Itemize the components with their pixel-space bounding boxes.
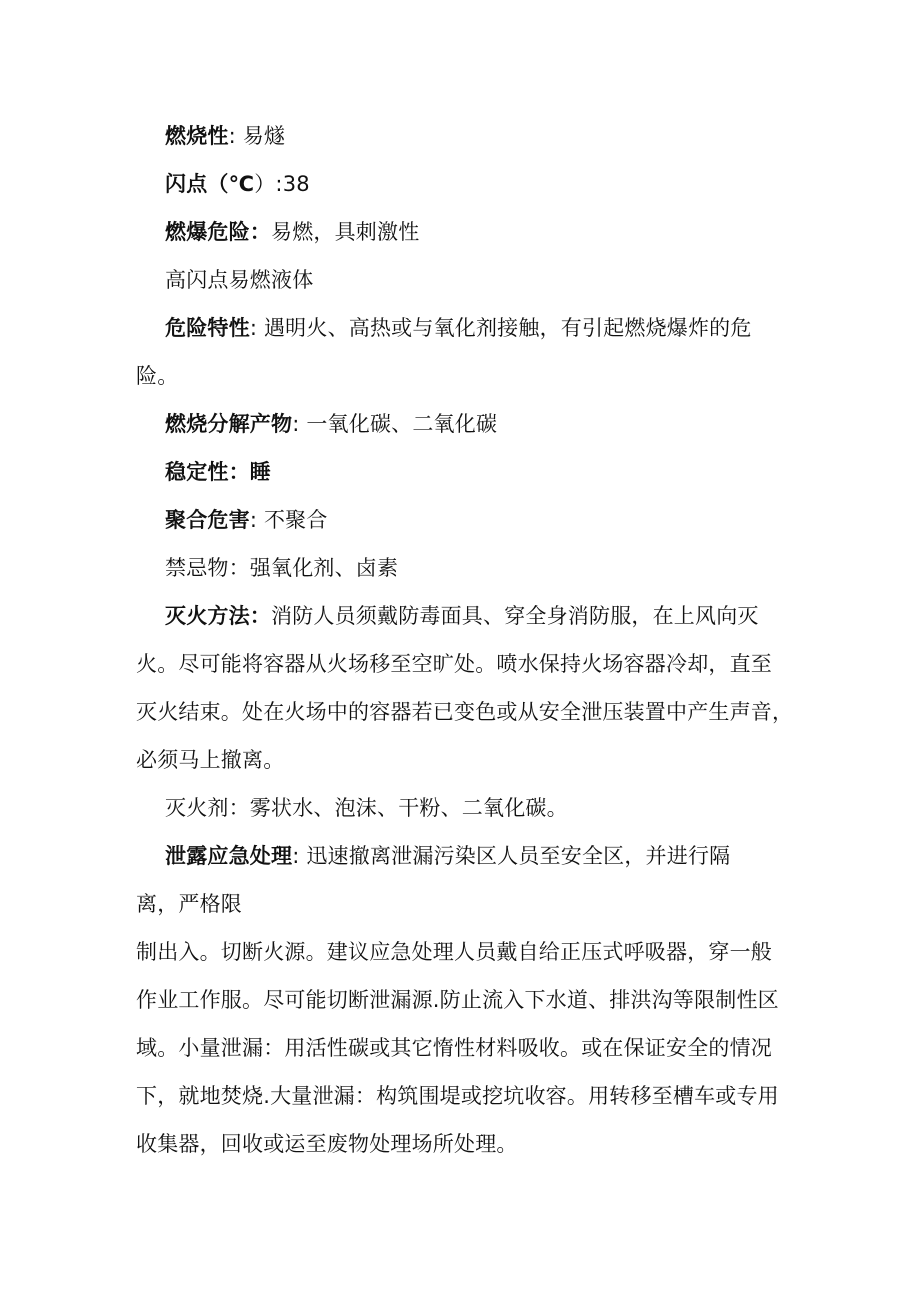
fire-fighting-line-2: 火。尽可能将容器从火场移至空旷处。喷水保持火场容器冷却，直至 bbox=[136, 652, 772, 676]
polymerization-hazard-sep: : bbox=[249, 508, 264, 532]
leak-response-line-5: 域。小量泄漏：用活性碳或其它惰性材料吸收。或在保证安全的情况 bbox=[136, 1036, 772, 1060]
combustion-products-label: 燃烧分解产物 bbox=[165, 412, 293, 436]
combustion-products-sep: : bbox=[292, 412, 307, 436]
explosion-hazard-line bbox=[136, 208, 788, 256]
fire-fighting-line-1 bbox=[136, 592, 788, 640]
hazard-characteristics-line-1 bbox=[136, 304, 788, 352]
leak-response-line-4: 作业工作服。尽可能切断泄漏源.防止流入下水道、排洪沟等限制性区 bbox=[136, 988, 779, 1012]
polymerization-hazard-line bbox=[136, 496, 788, 544]
combustion-products-value: 一氧化碳、二氧化碳 bbox=[306, 412, 498, 436]
flash-point-line bbox=[136, 160, 788, 208]
hazard-characteristics-line-2: 险。 bbox=[136, 364, 179, 388]
flash-point-label: 闪点（℃ bbox=[165, 172, 255, 196]
incompatibles-line: 禁忌物：强氧化剂、卤素 bbox=[165, 556, 399, 580]
fire-fighting-text-1: 消防人员须戴防毒面具、穿全身消防服，在上风向灭 bbox=[271, 604, 759, 628]
leak-response-line-3: 制出入。切断火源。建议应急处理人员戴自给正压式呼吸器，穿一般 bbox=[136, 940, 772, 964]
leak-response-line-6: 下，就地焚烧.大量泄漏：构筑围堤或挖坑收容。用转移至槽车或专用 bbox=[136, 1084, 779, 1108]
leak-response-text-1: 迅速撤离泄漏污染区人员至安全区，并进行隔 bbox=[306, 844, 731, 868]
polymerization-hazard-value: 不聚合 bbox=[263, 508, 328, 532]
explosion-hazard-value: 易燃，具刺激性 bbox=[271, 220, 420, 244]
flammability-label: 燃烧性 bbox=[165, 124, 229, 148]
flammability-value: 易燧 bbox=[242, 124, 286, 148]
fire-fighting-line-3: 灭火结束。处在火场中的容器若已变色或从安全泄压装置中产生声音， bbox=[136, 700, 794, 724]
stability-line: 稳定性：睡 bbox=[165, 460, 271, 484]
flammability-sep: : bbox=[228, 124, 243, 148]
leak-response-sep: : bbox=[292, 844, 307, 868]
leak-response-line-7: 收集器，回收或运至废物处理场所处理。 bbox=[136, 1132, 518, 1156]
leak-response-label: 泄露应急处理 bbox=[165, 844, 293, 868]
fire-fighting-label: 灭火方法： bbox=[165, 604, 271, 628]
combustion-products-line bbox=[136, 400, 788, 448]
polymerization-hazard-label: 聚合危害 bbox=[165, 508, 250, 532]
document-body bbox=[136, 112, 794, 1168]
flash-point-sep: ）: bbox=[254, 172, 283, 196]
leak-response-line-1 bbox=[136, 832, 788, 880]
explosion-hazard-label: 燃爆危险： bbox=[165, 220, 271, 244]
leak-response-line-2: 离，严格限 bbox=[136, 892, 242, 916]
category-line: 高闪点易燃液体 bbox=[165, 268, 314, 292]
hazard-characteristics-text-1: 遇明火、高热或与氧化剂接触，有引起燃烧爆炸的危 bbox=[263, 316, 752, 340]
flammability-line bbox=[136, 112, 788, 160]
flash-point-value: 38 bbox=[282, 172, 310, 196]
hazard-characteristics-label: 危险特性 bbox=[165, 316, 250, 340]
extinguishing-agents-line: 灭火剂：雾状水、泡沫、干粉、二氧化碳。 bbox=[165, 796, 568, 820]
hazard-characteristics-sep: : bbox=[249, 316, 264, 340]
fire-fighting-line-4: 必须马上撤离。 bbox=[136, 748, 285, 772]
